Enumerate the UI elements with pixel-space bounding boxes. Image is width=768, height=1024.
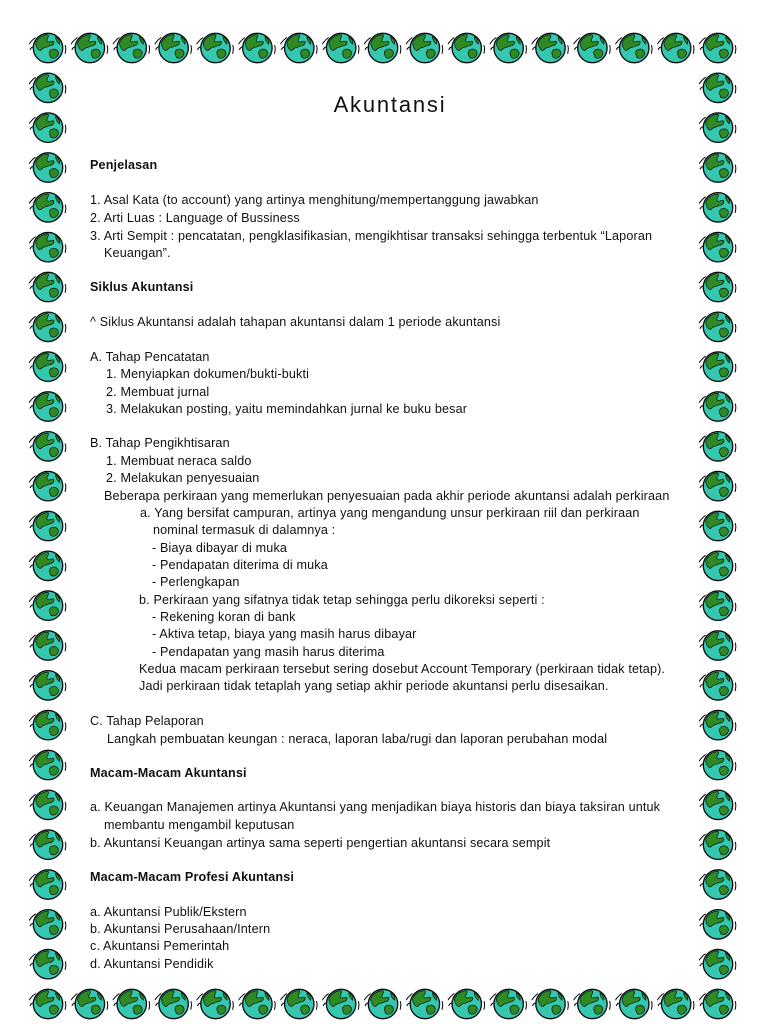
globe-icon: [29, 870, 66, 899]
section-heading-macam-profesi: Macam-Macam Profesi Akuntansi: [90, 870, 295, 884]
text-line: 2. Melakukan penyesuaian: [106, 471, 260, 485]
stage-title: C. Tahap Pelaporan: [90, 714, 204, 728]
text-line: - Aktiva tetap, biaya yang masih harus dibayar: [152, 627, 417, 641]
globe-icon: [699, 471, 736, 500]
globe-icon: [238, 989, 275, 1018]
text-line: - Pendapatan diterima di muka: [152, 558, 328, 572]
globe-icon: [699, 671, 736, 700]
text-line: - Biaya dibayar di muka: [152, 541, 288, 555]
text-line: 2. Arti Luas : Language of Bussiness: [90, 211, 300, 225]
text-line: - Rekening koran di bank: [152, 610, 296, 624]
globe-icon: [699, 153, 736, 182]
globe-icon: [406, 989, 443, 1018]
text-line: Keuangan”.: [104, 246, 171, 260]
globe-icon: [448, 33, 485, 62]
stage-title: A. Tahap Pencatatan: [90, 350, 210, 364]
section-heading-macam-akuntansi: Macam-Macam Akuntansi: [90, 766, 247, 780]
text-line: Langkah pembuatan keungan : neraca, laporan laba/rugi dan laporan perubahan modal: [107, 732, 608, 746]
globe-icon: [532, 33, 569, 62]
globe-icon: [699, 113, 736, 142]
globe-icon: [29, 432, 66, 461]
text-line: 1. Menyiapkan dokumen/bukti-bukti: [106, 367, 310, 381]
globe-icon: [113, 33, 150, 62]
globe-icon: [29, 511, 66, 540]
globe-icon: [29, 113, 66, 142]
globe-icon: [615, 33, 652, 62]
globe-icon: [448, 989, 485, 1018]
text-line: c. Akuntansi Pemerintah: [90, 939, 230, 953]
globe-icon: [29, 790, 66, 819]
globe-icon: [699, 392, 736, 421]
globe-icon: [490, 33, 527, 62]
text-line: ^ Siklus Akuntansi adalah tahapan akuntansi dalam 1 periode akuntansi: [90, 315, 501, 329]
globe-icon: [699, 949, 736, 978]
globe-icon: [29, 671, 66, 700]
globe-icon: [699, 312, 736, 341]
globe-icon: [699, 33, 736, 62]
globe-icon: [238, 33, 275, 62]
globe-icon: [657, 33, 694, 62]
text-line: 2. Membuat jurnal: [106, 385, 210, 399]
globe-icon: [29, 591, 66, 620]
globe-icon: [699, 989, 736, 1018]
globe-icon: [699, 232, 736, 261]
globe-icon: [71, 33, 108, 62]
globe-icon: [29, 989, 66, 1018]
globe-icon: [699, 710, 736, 739]
globe-icon: [699, 511, 736, 540]
globe-icon: [322, 989, 359, 1018]
globe-icon: [573, 33, 610, 62]
text-line: - Pendapatan yang masih harus diterima: [152, 645, 385, 659]
globe-icon: [280, 33, 317, 62]
stage-title: B. Tahap Pengikhtisaran: [90, 436, 230, 450]
text-line: b. Perkiraan yang sifatnya tidak tetap sehingga perlu dikoreksi seperti :: [139, 593, 545, 607]
text-line: 3. Melakukan posting, yaitu memindahkan jurnal ke buku besar: [106, 402, 468, 416]
text-line: Kedua macam perkiraan tersebut sering dosebut Account Temporary (perkiraan tidak tetap).: [139, 662, 666, 676]
globe-icon: [29, 631, 66, 660]
page-title: Akuntansi: [333, 92, 447, 117]
globe-icon: [29, 750, 66, 779]
text-line: a. Keuangan Manajemen artinya Akuntansi yang menjadikan biaya historis dan biaya taksiran untuk: [90, 800, 661, 814]
globe-icon: [29, 73, 66, 102]
globe-icon: [364, 989, 401, 1018]
globe-icon: [29, 352, 66, 381]
globe-icon: [29, 33, 66, 62]
globe-icon: [29, 193, 66, 222]
text-line: 3. Arti Sempit : pencatatan, pengklasifikasian, mengikhtisar transaksi sehingga terbentuk “Laporan: [90, 229, 653, 243]
globe-icon: [197, 33, 234, 62]
globe-icon: [29, 153, 66, 182]
text-line: membantu mengambil keputusan: [104, 818, 295, 832]
text-line: Jadi perkiraan tidak tetaplah yang setiap akhir periode akuntansi perlu disesaikan.: [139, 679, 609, 693]
text-line: 1. Membuat neraca saldo: [106, 454, 252, 468]
globe-icon: [280, 989, 317, 1018]
globe-icon: [699, 591, 736, 620]
globe-icon: [699, 830, 736, 859]
globe-icon: [71, 989, 108, 1018]
globe-icon: [155, 989, 192, 1018]
globe-icon: [657, 989, 694, 1018]
globe-icon: [699, 352, 736, 381]
text-line: b. Akuntansi Perusahaan/Intern: [90, 922, 271, 936]
text-line: a. Akuntansi Publik/Ekstern: [90, 905, 247, 919]
globe-icon: [29, 312, 66, 341]
text-line: Beberapa perkiraan yang memerlukan penyesuaian pada akhir periode akuntansi adalah perkiraan: [104, 489, 670, 503]
globe-icon: [490, 989, 527, 1018]
globe-icon: [699, 272, 736, 301]
globe-icon: [29, 232, 66, 261]
globe-icon: [113, 989, 150, 1018]
globe-icon: [29, 272, 66, 301]
globe-icon: [699, 193, 736, 222]
globe-icon: [699, 790, 736, 819]
globe-icon: [699, 750, 736, 779]
globe-icon: [29, 551, 66, 580]
text-line: a. Yang bersifat campuran, artinya yang mengandung unsur perkiraan riil dan perkiraan: [140, 506, 640, 520]
text-line: d. Akuntansi Pendidik: [90, 957, 214, 971]
globe-icon: [573, 989, 610, 1018]
globe-icon: [699, 432, 736, 461]
globe-icon: [29, 471, 66, 500]
text-line: nominal termasuk di dalamnya :: [153, 523, 336, 537]
text-line: - Perlengkapan: [152, 575, 240, 589]
globe-icon: [699, 870, 736, 899]
section-heading-penjelasan: Penjelasan: [90, 158, 158, 172]
text-line: 1. Asal Kata (to account) yang artinya menghitung/mempertanggung jawabkan: [90, 193, 539, 207]
globe-icon: [699, 631, 736, 660]
globe-icon: [29, 710, 66, 739]
globe-icon: [29, 949, 66, 978]
globe-icon: [406, 33, 443, 62]
globe-icon: [29, 830, 66, 859]
globe-icon: [699, 73, 736, 102]
text-line: b. Akuntansi Keuangan artinya sama seperti pengertian akuntansi secara sempit: [90, 836, 551, 850]
globe-icon: [29, 910, 66, 939]
globe-icon: [615, 989, 652, 1018]
globe-icon: [29, 392, 66, 421]
globe-icon: [699, 910, 736, 939]
globe-icon: [197, 989, 234, 1018]
globe-icon: [532, 989, 569, 1018]
globe-icon: [155, 33, 192, 62]
globe-icon: [364, 33, 401, 62]
section-heading-siklus: Siklus Akuntansi: [90, 280, 194, 294]
globe-icon: [322, 33, 359, 62]
globe-icon: [699, 551, 736, 580]
